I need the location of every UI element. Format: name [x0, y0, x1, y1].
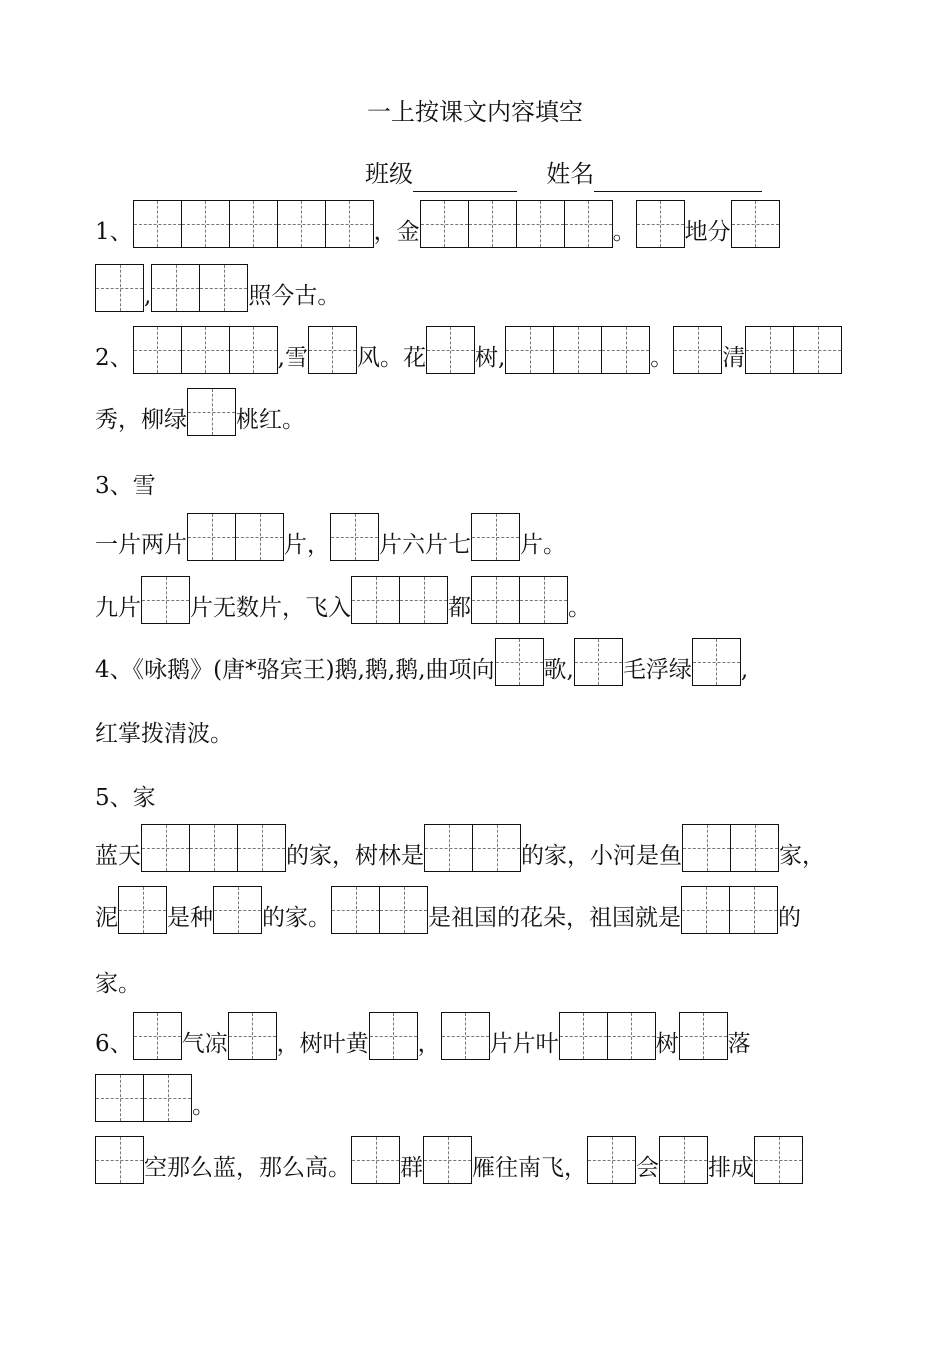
- line-text: ，树叶黄: [276, 1031, 369, 1057]
- exercise-line: [95, 1134, 803, 1184]
- line-text: 落: [727, 1031, 751, 1057]
- line-text: 地分: [684, 219, 731, 245]
- tianzige-cell[interactable]: [602, 326, 650, 374]
- tianzige-box-group: [308, 326, 357, 374]
- tianzige-box-group: [369, 1012, 418, 1060]
- tianzige-box-group: [692, 638, 741, 686]
- class-blank[interactable]: [413, 163, 517, 192]
- line-text: 片无数片，飞入: [190, 595, 351, 621]
- line-text: 毛浮绿: [622, 657, 692, 683]
- tianzige-cell[interactable]: [352, 576, 400, 624]
- tianzige-box-group: [95, 1136, 144, 1184]
- line-text: ，: [417, 1031, 441, 1057]
- tianzige-box-group: [659, 1136, 708, 1184]
- tianzige-cell[interactable]: [152, 264, 200, 312]
- tianzige-box-group: [636, 200, 685, 248]
- tianzige-cell[interactable]: [238, 824, 286, 872]
- line-text: 树,: [474, 345, 506, 371]
- name-blank[interactable]: [594, 163, 762, 192]
- tianzige-cell[interactable]: [188, 513, 236, 561]
- tianzige-box-group: [330, 513, 379, 561]
- line-text: 的: [778, 905, 801, 931]
- line-text: 1、: [95, 219, 133, 245]
- tianzige-box-group: [118, 886, 167, 934]
- exercise-line: [95, 324, 842, 374]
- line-text: 都: [448, 595, 471, 621]
- line-text: 秀，柳绿: [95, 407, 187, 433]
- page-title: 一上按课文内容填空: [367, 98, 583, 126]
- tianzige-cell[interactable]: [230, 326, 278, 374]
- tianzige-cell[interactable]: [693, 638, 741, 686]
- tianzige-box-group: [351, 1136, 400, 1184]
- line-text: 桃红。: [236, 407, 305, 433]
- exercise-line: [95, 511, 566, 561]
- line-text: 照今古。: [248, 283, 341, 309]
- tianzige-cell[interactable]: [732, 200, 780, 248]
- tianzige-cell[interactable]: [380, 886, 428, 934]
- tianzige-cell[interactable]: [560, 1012, 608, 1060]
- line-text: 风。花: [356, 345, 426, 371]
- tianzige-box-group: [673, 326, 722, 374]
- tianzige-box-group: [141, 576, 190, 624]
- exercise-line: [95, 1010, 751, 1060]
- line-text: 片，: [284, 532, 330, 558]
- tianzige-box-group: [495, 638, 544, 686]
- tianzige-cell[interactable]: [427, 326, 475, 374]
- exercise-line: [95, 198, 780, 248]
- tianzige-cell[interactable]: [96, 264, 144, 312]
- line-text: 红掌拨清波。: [95, 721, 233, 747]
- tianzige-cell[interactable]: [517, 200, 565, 248]
- tianzige-box-group: [133, 1012, 182, 1060]
- line-text: 片片叶: [489, 1031, 559, 1057]
- tianzige-box-group: [133, 326, 278, 374]
- exercise-line: [95, 574, 591, 624]
- tianzige-box-group: [426, 326, 475, 374]
- exercise-line: [95, 884, 801, 934]
- tianzige-cell[interactable]: [182, 200, 230, 248]
- tianzige-cell[interactable]: [236, 513, 284, 561]
- line-text: 的家。: [262, 905, 331, 931]
- line-text: 的家，树林是: [286, 843, 424, 869]
- tianzige-box-group: [141, 824, 286, 872]
- line-text: 树: [655, 1031, 679, 1057]
- tianzige-cell[interactable]: [588, 1136, 636, 1184]
- tianzige-cell[interactable]: [119, 886, 167, 934]
- tianzige-box-group: [574, 638, 623, 686]
- line-text: ，金: [373, 219, 420, 245]
- tianzige-cell[interactable]: [134, 326, 182, 374]
- tianzige-cell[interactable]: [326, 200, 374, 248]
- tianzige-cell[interactable]: [332, 886, 380, 934]
- tianzige-cell[interactable]: [230, 200, 278, 248]
- tianzige-cell[interactable]: [682, 886, 730, 934]
- line-text: 。: [612, 219, 636, 245]
- tianzige-cell[interactable]: [142, 824, 190, 872]
- tianzige-cell[interactable]: [400, 576, 448, 624]
- tianzige-cell[interactable]: [182, 326, 230, 374]
- tianzige-box-group: [754, 1136, 803, 1184]
- exercise-line: [95, 700, 233, 750]
- exercise-line: [95, 262, 340, 312]
- exercise-line: [95, 636, 748, 686]
- line-text: 家，: [779, 843, 825, 869]
- tianzige-cell[interactable]: [309, 326, 357, 374]
- line-text: 群: [400, 1155, 423, 1181]
- tianzige-cell[interactable]: [472, 513, 520, 561]
- tianzige-box-group: [151, 264, 248, 312]
- tianzige-cell[interactable]: [96, 1136, 144, 1184]
- line-text: 。: [568, 595, 591, 621]
- line-text: 九片: [95, 595, 141, 621]
- line-text: ,: [740, 657, 749, 683]
- line-text: 。: [192, 1093, 215, 1119]
- tianzige-cell[interactable]: [660, 1136, 708, 1184]
- tianzige-cell[interactable]: [144, 1074, 192, 1122]
- tianzige-cell[interactable]: [188, 388, 236, 436]
- tianzige-cell[interactable]: [134, 200, 182, 248]
- tianzige-box-group: [187, 388, 236, 436]
- line-text: 气凉: [181, 1031, 228, 1057]
- tianzige-box-group: [587, 1136, 636, 1184]
- line-text: 蓝天: [95, 843, 141, 869]
- tianzige-cell[interactable]: [278, 200, 326, 248]
- student-info-row: [365, 156, 762, 192]
- exercise-line: [95, 452, 156, 502]
- exercise-line: [95, 386, 305, 436]
- tianzige-cell[interactable]: [190, 824, 238, 872]
- tianzige-cell[interactable]: [331, 513, 379, 561]
- line-text: 。: [650, 345, 674, 371]
- line-text: 家。: [95, 971, 141, 997]
- tianzige-box-group: [331, 886, 428, 934]
- tianzige-cell[interactable]: [472, 576, 520, 624]
- tianzige-box-group: [679, 1012, 728, 1060]
- exercise-line: [95, 764, 156, 814]
- tianzige-cell[interactable]: [96, 1074, 144, 1122]
- line-text: 是种: [167, 905, 213, 931]
- tianzige-cell[interactable]: [565, 200, 613, 248]
- line-text: 泥: [95, 905, 118, 931]
- tianzige-box-group: [420, 200, 613, 248]
- line-text: 雁往南飞，: [472, 1155, 587, 1181]
- line-text: 歌,: [543, 657, 574, 683]
- line-text: 3、雪: [95, 473, 156, 499]
- class-label: 班级: [365, 160, 413, 188]
- tianzige-box-group: [187, 513, 284, 561]
- tianzige-cell[interactable]: [134, 1012, 182, 1060]
- tianzige-cell[interactable]: [473, 824, 521, 872]
- line-text: 一片两片: [95, 532, 187, 558]
- tianzige-cell[interactable]: [608, 1012, 656, 1060]
- tianzige-cell[interactable]: [469, 200, 517, 248]
- tianzige-box-group: [95, 1074, 192, 1122]
- exercise-line: [95, 1072, 215, 1122]
- exercise-line: [95, 950, 141, 1000]
- tianzige-cell[interactable]: [730, 886, 778, 934]
- tianzige-box-group: [351, 576, 448, 624]
- tianzige-box-group: [682, 824, 779, 872]
- tianzige-cell[interactable]: [794, 326, 842, 374]
- tianzige-box-group: [228, 1012, 277, 1060]
- line-text: ,雪: [277, 345, 308, 371]
- line-text: 是祖国的花朵，祖国就是: [428, 905, 681, 931]
- tianzige-box-group: [423, 1136, 472, 1184]
- tianzige-box-group: [213, 886, 262, 934]
- tianzige-cell[interactable]: [424, 1136, 472, 1184]
- tianzige-cell[interactable]: [421, 200, 469, 248]
- tianzige-box-group: [441, 1012, 490, 1060]
- tianzige-box-group: [95, 264, 144, 312]
- tianzige-box-group: [133, 200, 374, 248]
- line-text: 6、: [95, 1031, 133, 1057]
- tianzige-cell[interactable]: [214, 886, 262, 934]
- line-text: 片六片七: [379, 532, 471, 558]
- tianzige-box-group: [681, 886, 778, 934]
- tianzige-cell[interactable]: [575, 638, 623, 686]
- tianzige-cell[interactable]: [229, 1012, 277, 1060]
- line-text: 片。: [520, 532, 566, 558]
- line-text: 的家，小河是鱼: [521, 843, 682, 869]
- line-text: 排成: [708, 1155, 754, 1181]
- tianzige-cell[interactable]: [506, 326, 554, 374]
- tianzige-cell[interactable]: [520, 576, 568, 624]
- line-text: ,: [144, 283, 152, 309]
- tianzige-cell[interactable]: [637, 200, 685, 248]
- tianzige-cell[interactable]: [442, 1012, 490, 1060]
- name-label: 姓名: [546, 160, 595, 188]
- tianzige-box-group: [731, 200, 780, 248]
- tianzige-box-group: [471, 576, 568, 624]
- line-text: 4、《咏鹅》(唐*骆宾王)鹅,鹅,鹅,曲项向: [95, 657, 495, 683]
- tianzige-cell[interactable]: [352, 1136, 400, 1184]
- tianzige-cell[interactable]: [370, 1012, 418, 1060]
- tianzige-cell[interactable]: [425, 824, 473, 872]
- tianzige-box-group: [505, 326, 650, 374]
- tianzige-box-group: [559, 1012, 656, 1060]
- line-text: 空那么蓝，那么高。: [144, 1155, 351, 1181]
- tianzige-cell[interactable]: [496, 638, 544, 686]
- line-text: 2、: [95, 345, 133, 371]
- tianzige-cell[interactable]: [731, 824, 779, 872]
- tianzige-cell[interactable]: [683, 824, 731, 872]
- tianzige-cell[interactable]: [200, 264, 248, 312]
- tianzige-box-group: [424, 824, 521, 872]
- line-text: 5、家: [95, 785, 156, 811]
- exercise-line: [95, 822, 825, 872]
- line-text: 会: [636, 1155, 659, 1181]
- tianzige-cell[interactable]: [674, 326, 722, 374]
- tianzige-box-group: [745, 326, 842, 374]
- tianzige-cell[interactable]: [142, 576, 190, 624]
- tianzige-cell[interactable]: [680, 1012, 728, 1060]
- tianzige-cell[interactable]: [755, 1136, 803, 1184]
- tianzige-box-group: [471, 513, 520, 561]
- tianzige-cell[interactable]: [746, 326, 794, 374]
- tianzige-cell[interactable]: [554, 326, 602, 374]
- line-text: 清: [722, 345, 746, 371]
